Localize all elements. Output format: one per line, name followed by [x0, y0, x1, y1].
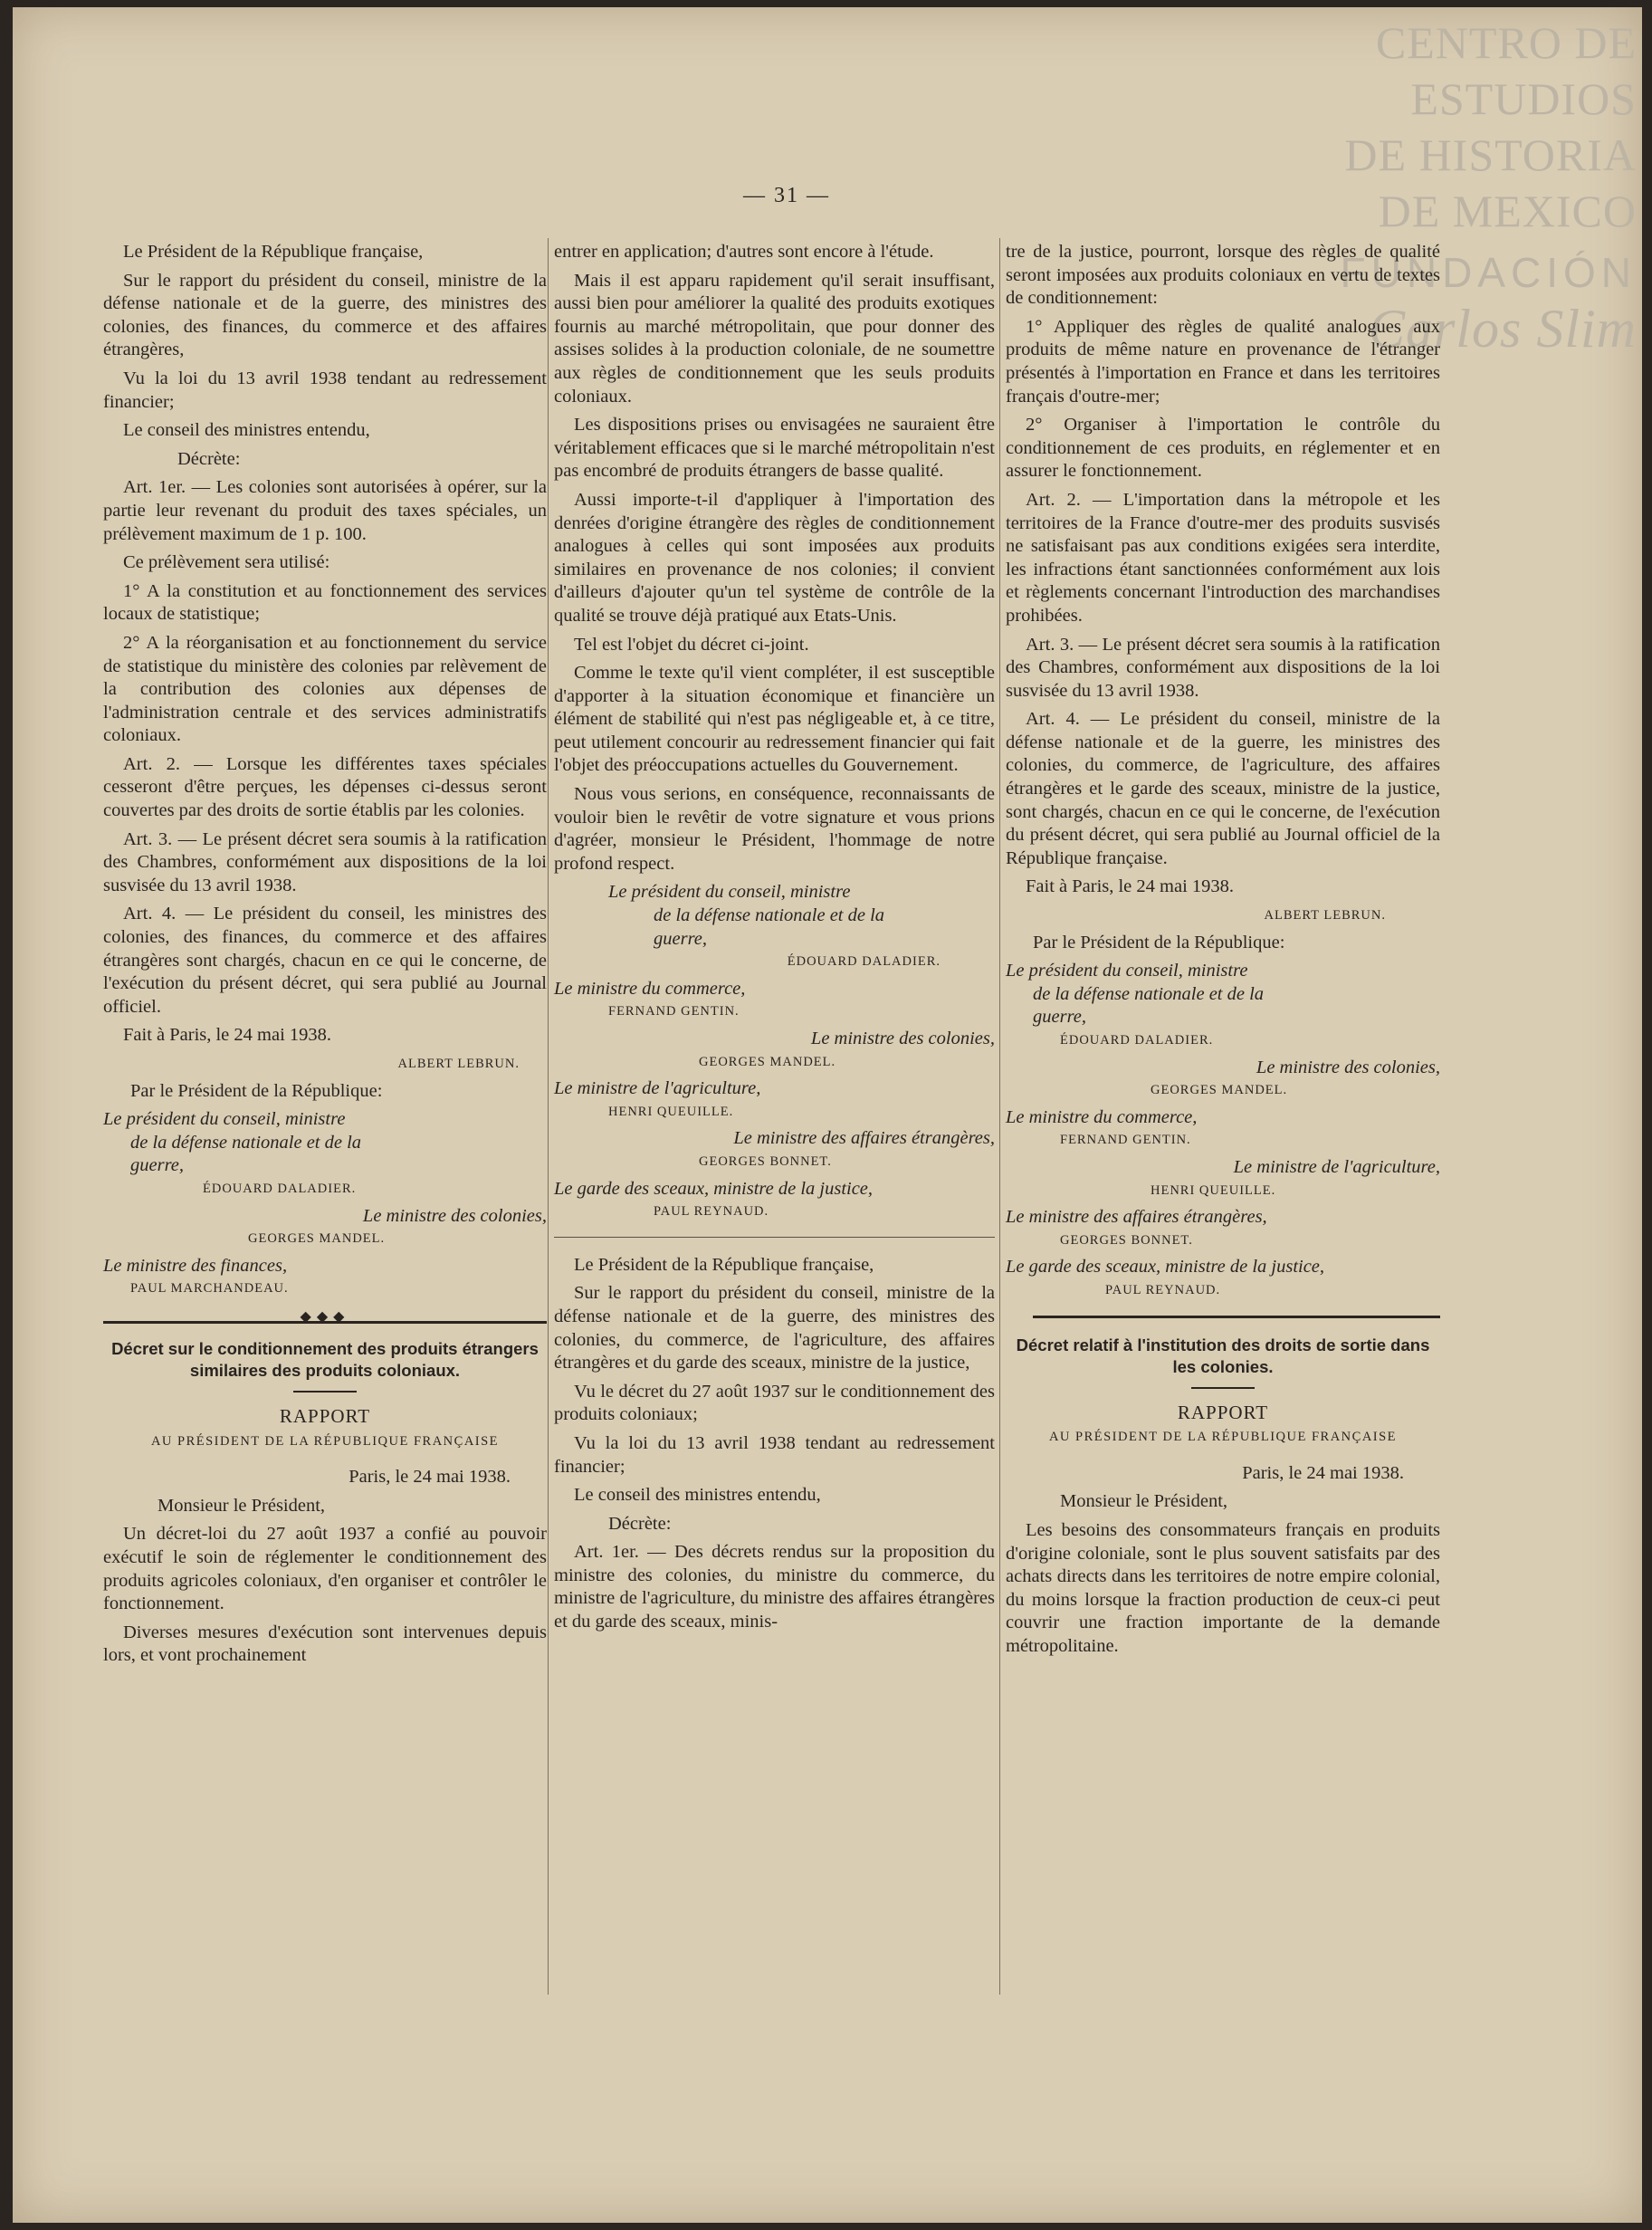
decrete-label: Décrète:	[177, 448, 241, 469]
signature-name: GEORGES MANDEL.	[699, 1054, 836, 1069]
article-2: Art. 2. — Lorsque les différentes taxes spéciales cesseront d'être perçues, les dépenses ci-dessus seront couvertes par des droits de sortie établis par les colonies.	[103, 753, 547, 821]
signature-name: ÉDOUARD DALADIER.	[203, 1181, 357, 1196]
signature-title: de la défense nationale et de la	[1033, 983, 1265, 1004]
signature-name: GEORGES MANDEL.	[1151, 1083, 1288, 1098]
signature-title: Le ministre de l'agriculture,	[1233, 1156, 1440, 1177]
salutation: Monsieur le Président,	[1060, 1491, 1228, 1512]
signature-title: de la défense nationale et de la	[130, 1132, 362, 1153]
paragraph: Un décret-loi du 27 août 1937 a confié au pouvoir exécutif le soin de réglementer le conditionnement des produits agricoles coloniaux, d'en organiser et contrôler le fonctionnement.	[103, 1524, 547, 1614]
article-4: Art. 4. — Le président du conseil, ministre de la défense nationale et de la guerre, les ministres des colonies, du commerce, de l'agriculture, des affaires étrangères et le garde des sceaux, ministre de la justice, sont chargés, chacun en ce qui le concerne, de l'exécution du présent décret, qui sera publié au Journal officiel de la République française.	[1006, 709, 1440, 868]
signature-title: Le ministre du commerce,	[554, 978, 746, 999]
paragraph: Vu le décret du 27 août 1937 sur le conditionnement des produits coloniaux;	[554, 1381, 995, 1425]
paragraph: Vu la loi du 13 avril 1938 tendant au redressement financier;	[554, 1432, 995, 1477]
paragraph: entrer en application; d'autres sont encore à l'étude.	[554, 242, 934, 262]
paragraph: Vu la loi du 13 avril 1938 tendant au redressement financier;	[103, 368, 547, 412]
signature-title: Le président du conseil, ministre	[1006, 961, 1248, 981]
signature-title: Le ministre des colonies,	[362, 1205, 547, 1226]
rapport-title: RAPPORT	[1177, 1401, 1269, 1423]
page-number: — 31 —	[743, 184, 830, 207]
article-1: Art. 1er. — Des décrets rendus sur la proposition du ministre des colonies, du ministre du commerce, du ministre de l'agriculture, du ministre des affaires étrangères et du garde des sceaux, minis-	[554, 1542, 995, 1632]
ornament-rule: ◆◆◆	[103, 1314, 547, 1324]
rapport-date: Paris, le 24 mai 1938.	[1242, 1462, 1404, 1483]
paragraph: 1° Appliquer des règles de qualité analogues aux produits de même nature en provenance de l'étranger présentés à l'importation en France et dans les territoires français d'outre-mer;	[1006, 316, 1440, 407]
separator-rule	[554, 1237, 995, 1238]
rapport-title: RAPPORT	[279, 1404, 371, 1427]
signature-name: GEORGES BONNET.	[1060, 1232, 1193, 1248]
signature-title: Le ministre des colonies,	[1256, 1057, 1440, 1077]
paragraph: Mais il est apparu rapidement qu'il serait insuffisant, aussi bien pour améliorer la qualité des produits exotiques fournis au marché métropolitain, que pour donner des assises solides à la production coloniale, de ne soumettre aux règles de conditionnement que les seuls produits coloniaux.	[554, 270, 995, 407]
signature-title: Le ministre de l'agriculture,	[554, 1078, 761, 1099]
watermark-line: CENTRO DE	[1375, 17, 1637, 68]
signature-name: ALBERT LEBRUN.	[397, 1057, 520, 1071]
signature-title: guerre,	[654, 928, 708, 949]
paragraph: Comme le texte qu'il vient compléter, il est susceptible d'apporter à la situation économique et financière un élément de stabilité qui n'est pas négligeable et, à ce titre, peut utilement concourir au redressement financier qui fait l'objet des préoccupations actuelles du Gouvernement.	[554, 663, 995, 776]
signature-title: de la défense nationale et de la	[654, 905, 885, 926]
paragraph: Les besoins des consommateurs français en produits d'origine coloniale, sont le plus souvent satisfaits par des achats directs dans les territoires de notre empire colonial, du moins lorsque la fraction production de ceux-ci peut couvrir une fraction importante de la demande métropolitaine.	[1006, 1519, 1440, 1656]
newspaper-page	[13, 7, 1642, 2223]
paragraph: Le Président de la République française,	[123, 242, 424, 262]
column-1	[103, 241, 547, 1673]
signature-name: ÉDOUARD DALADIER.	[1060, 1033, 1214, 1048]
section-heading: Décret relatif à l'institution des droits de sortie dans les colonies.	[1016, 1335, 1430, 1376]
signature-name: FERNAND GENTIN.	[608, 1004, 740, 1019]
article-3: Art. 3. — Le présent décret sera soumis à la ratification des Chambres, conformément aux dispositions de la loi susvisée du 13 avril 1938.	[103, 828, 547, 895]
signature-title: guerre,	[1033, 1007, 1087, 1028]
signature-title: Le garde des sceaux, ministre de la justice,	[554, 1178, 874, 1199]
signature-name: PAUL REYNAUD.	[654, 1204, 769, 1220]
paragraph: Tel est l'objet du décret ci-joint.	[574, 634, 809, 655]
paragraph: Le conseil des ministres entendu,	[574, 1485, 821, 1506]
column-2	[554, 241, 995, 1640]
paragraph: Sur le rapport du président du conseil, ministre de la défense nationale et de la guerre, des ministres des colonies, du commerce, de l'agriculture, des affaires étrangères et du garde des sceaux, ministre de la justice,	[554, 1283, 995, 1373]
signature-name: GEORGES BONNET.	[699, 1153, 832, 1169]
signature-title: Le ministre des affaires étrangères,	[1006, 1207, 1267, 1228]
signature-title: Le ministre du commerce,	[1006, 1106, 1198, 1127]
signature-name: GEORGES MANDEL.	[248, 1231, 386, 1247]
paragraph: Nous vous serions, en conséquence, reconnaissants de vouloir bien le revêtir de votre signature et vous prions d'agréer, monsieur le Président, l'hommage de notre profond respect.	[554, 784, 995, 874]
salutation: Monsieur le Président,	[158, 1495, 326, 1516]
signature-name: HENRI QUEUILLE.	[1151, 1182, 1276, 1198]
signed-date: Fait à Paris, le 24 mai 1938.	[1026, 876, 1235, 897]
signature-name: PAUL MARCHANDEAU.	[130, 1281, 289, 1297]
signature-title: Le ministre des finances,	[103, 1255, 288, 1276]
article-3: Art. 3. — Le présent décret sera soumis à la ratification des Chambres, conformément aux dispositions de la loi susvisée du 13 avril 1938.	[1006, 634, 1440, 701]
rapport-date: Paris, le 24 mai 1938.	[349, 1467, 511, 1488]
short-rule	[1191, 1387, 1255, 1389]
article-2: Art. 2. — L'importation dans la métropole et les territoires de la France d'outre-mer des produits susvisés ne satisfaisant pas aux conditions exigées sera interdite, les infractions étant sanctionnées conformément aux lois et règlements concernant l'introduction des marchandises prohibées.	[1006, 489, 1440, 626]
separator-rule	[1033, 1316, 1440, 1318]
watermark-line: DE MEXICO	[1378, 186, 1637, 236]
column-divider	[999, 238, 1000, 1995]
signature-line: Par le Président de la République:	[1033, 932, 1285, 952]
signature-name: ÉDOUARD DALADIER.	[787, 954, 941, 970]
signature-title: Le ministre des affaires étrangères,	[733, 1128, 995, 1149]
paragraph: Aussi importe-t-il d'appliquer à l'importation des denrées d'origine étrangère des règles de conditionnement analogues à celles qui sont imposées aux produits similaires en provenance de nos colonies; il convient d'ailleurs d'ajouter qu'un tel système de contrôle de la qualité se trouve déjà pratiqué aux Etats-Unis.	[554, 489, 995, 626]
watermark-line: DE HISTORIA	[1344, 129, 1637, 180]
signature-title: Le ministre des colonies,	[810, 1029, 995, 1048]
paragraph: Ce prélèvement sera utilisé:	[123, 552, 330, 573]
signature-name: ALBERT LEBRUN.	[1264, 908, 1386, 924]
watermark-signature: Carlos Slim	[1368, 299, 1637, 359]
short-rule	[293, 1391, 357, 1393]
paragraph: 2° Organiser à l'importation le contrôle du conditionnement de ces produits, en réglementer et en assurer le fonctionnement.	[1006, 415, 1440, 482]
signature-name: PAUL REYNAUD.	[1105, 1282, 1221, 1297]
article-1: Art. 1er. — Les colonies sont autorisées à opérer, sur la partie leur revenant du produit des taxes spéciales, un prélèvement maximum de 1 p. 100.	[103, 477, 547, 544]
paragraph: Sur le rapport du président du conseil, ministre de la défense nationale et de la guerre, des ministres des colonies, des finances, du commerce et des affaires étrangères,	[103, 270, 547, 360]
signature-title: Le président du conseil, ministre	[103, 1109, 346, 1130]
paragraph: 1° A la constitution et au fonctionnement des services locaux de statistique;	[103, 580, 547, 625]
paragraph: Le Président de la République française,	[574, 1254, 874, 1275]
article-4: Art. 4. — Le président du conseil, les ministres des colonies, des finances, du commerce et des affaires étrangères sont chargés, chacun en ce qui le concerne, de l'exécution du présent décret, qui sera publié au Journal officiel.	[103, 904, 547, 1017]
watermark-fundacion: FUNDACIÓN	[1340, 249, 1637, 296]
signature-name: HENRI QUEUILLE.	[608, 1104, 734, 1119]
paragraph: 2° A la réorganisation et au fonctionnement du service de statistique du ministère des colonies par relèvement de la contribution des colonies aux dépenses de l'administration centrale et des services administratifs coloniaux.	[103, 632, 547, 746]
signature-title: Le garde des sceaux, ministre de la justice,	[1006, 1257, 1325, 1278]
watermark-line: ESTUDIOS	[1410, 73, 1637, 124]
signature-title: Le président du conseil, ministre	[608, 882, 851, 903]
column-3	[1006, 241, 1440, 1663]
signed-date: Fait à Paris, le 24 mai 1938.	[123, 1025, 332, 1046]
column-divider	[548, 238, 549, 1995]
signature-line: Par le Président de la République:	[130, 1080, 383, 1101]
decrete-label: Décrète:	[608, 1513, 672, 1534]
paragraph: Diverses mesures d'exécution sont intervenues depuis lors, et vont prochainement	[103, 1622, 547, 1666]
signature-title: guerre,	[130, 1155, 185, 1176]
paragraph: Le conseil des ministres entendu,	[123, 420, 370, 441]
paragraph: tre de la justice, pourront, lorsque des règles de qualité seront imposées aux produits coloniaux en vertu de textes de conditionnement:	[1006, 242, 1440, 309]
rapport-addressee: AU PRÉSIDENT DE LA RÉPUBLIQUE FRANÇAISE	[1048, 1430, 1398, 1445]
signature-name: FERNAND GENTIN.	[1060, 1133, 1191, 1148]
paragraph: Les dispositions prises ou envisagées ne sauraient être véritablement efficaces que si le marché métropolitain n'est pas encombré de produits étrangers de basse qualité.	[554, 415, 995, 482]
rapport-addressee: AU PRÉSIDENT DE LA RÉPUBLIQUE FRANÇAISE	[150, 1433, 500, 1449]
section-heading: Décret sur le conditionnement des produits étrangers similaires des produits coloniaux.	[111, 1338, 539, 1380]
